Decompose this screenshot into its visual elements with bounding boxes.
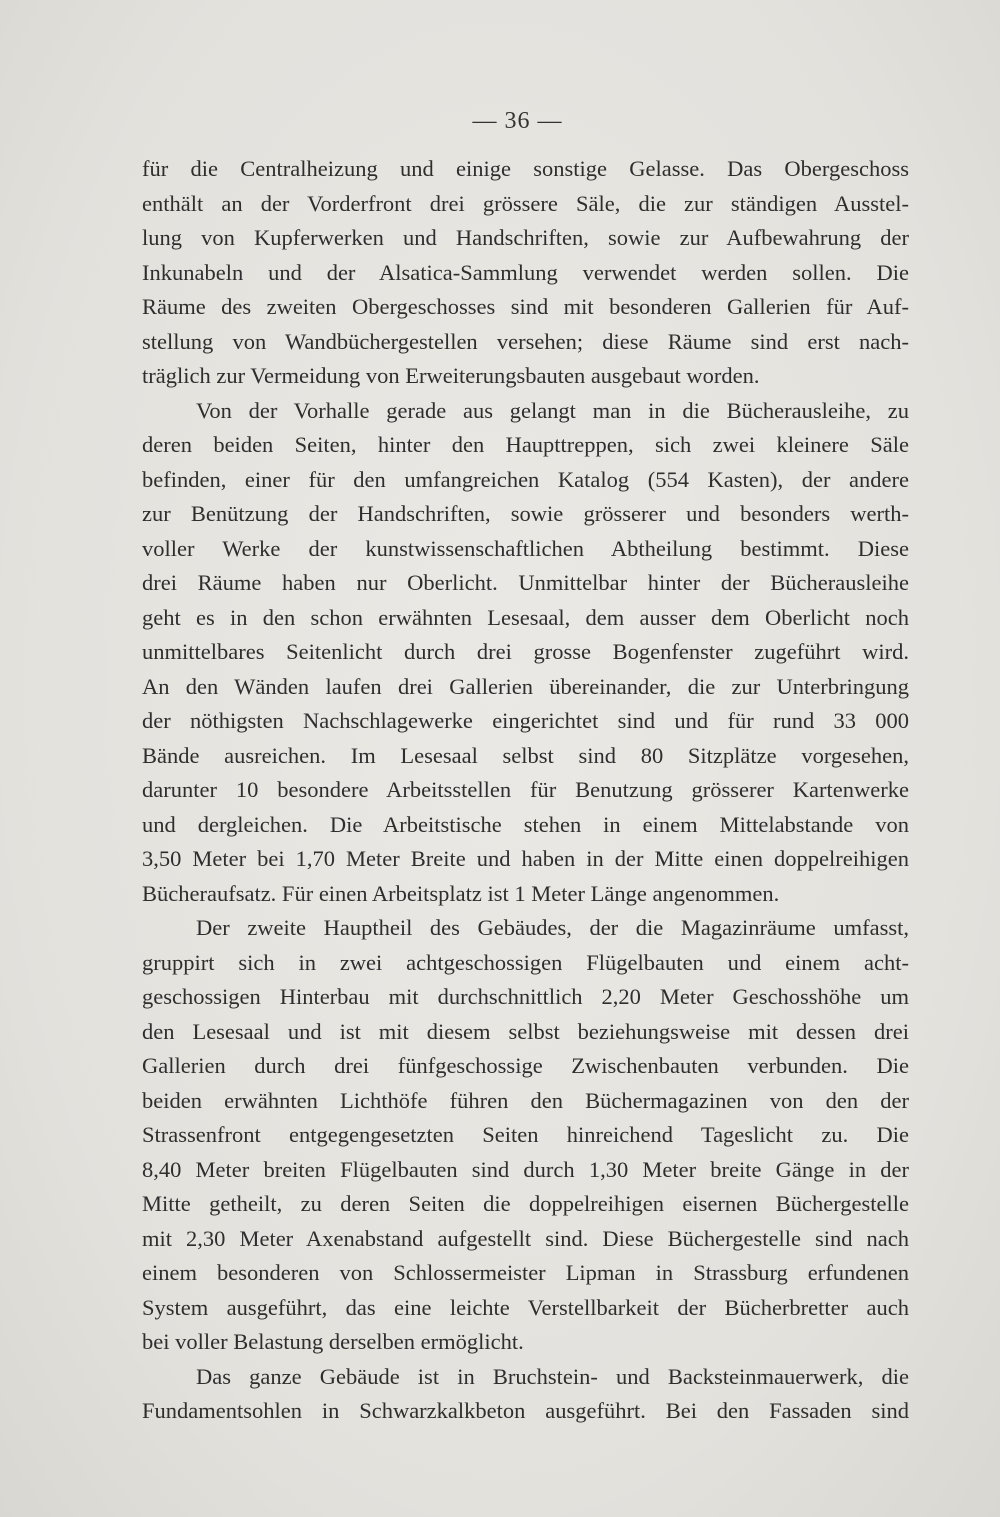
paragraph xyxy=(142,911,909,1360)
text-line: mit 2,30 Meter Axenabstand aufgestellt sind. Diese Büchergestelle sind nach xyxy=(142,1225,909,1251)
text-line: Fundamentsohlen in Schwarzkalkbeton ausgeführt. Bei den Fassaden sind xyxy=(142,1398,909,1423)
text-line: voller Werke der kunstwissenschaftlichen Abtheilung bestimmt. Diese xyxy=(142,535,909,561)
text-line: Räume des zweiten Obergeschosses sind mit besonderen Gallerien für Auf- xyxy=(142,294,909,319)
paragraph xyxy=(142,152,909,394)
text-line: geht es in den schon erwähnten Lesesaal, dem ausser dem Oberlicht noch xyxy=(142,604,909,630)
text-line: 8,40 Meter breiten Flügelbauten sind durch 1,30 Meter breite Gänge in der xyxy=(142,1156,909,1182)
text-line: für die Centralheizung und einige sonstige Gelasse. Das Obergeschoss xyxy=(142,156,909,181)
text-line: einem besonderen von Schlossermeister Lipman in Strassburg erfundenen xyxy=(142,1260,909,1285)
page-number: — 36 — xyxy=(472,108,563,134)
text-line: lung von Kupferwerken und Handschriften, sowie zur Aufbewahrung der xyxy=(142,225,909,250)
text-line: träglich zur Vermeidung von Erweiterungsbauten ausgebaut worden. xyxy=(142,363,760,388)
text-line: Gallerien durch drei fünfgeschossige Zwischenbauten verbunden. Die xyxy=(142,1053,909,1078)
text-line: enthält an der Vorderfront drei grössere Säle, die zur ständigen Ausstel- xyxy=(142,190,909,216)
text-line: zur Benützung der Handschriften, sowie grösserer und besonders werth- xyxy=(142,501,909,526)
text-line: Der zweite Hauptheil des Gebäudes, der die Magazinräume umfasst, xyxy=(196,915,909,940)
text-line: An den Wänden laufen drei Gallerien übereinander, die zur Unterbringung xyxy=(142,673,909,699)
text-line: Von der Vorhalle gerade aus gelangt man in die Bücherausleihe, zu xyxy=(196,397,909,423)
text-line: Strassenfront entgegengesetzten Seiten hinreichend Tageslicht zu. Die xyxy=(142,1122,909,1147)
text-line: 3,50 Meter bei 1,70 Meter Breite und haben in der Mitte einen doppelreihigen xyxy=(142,846,909,871)
text-line: darunter 10 besondere Arbeitsstellen für Benutzung grösserer Kartenwerke xyxy=(142,777,909,802)
text-line: geschossigen Hinterbau mit durchschnittlich 2,20 Meter Geschosshöhe um xyxy=(142,984,909,1009)
text-line: Bücheraufsatz. Für einen Arbeitsplatz ist 1 Meter Länge angenommen. xyxy=(142,880,780,906)
body-text xyxy=(142,152,909,1429)
text-line: stellung von Wandbüchergestellen versehen; diese Räume sind erst nach- xyxy=(142,328,909,354)
paragraph xyxy=(142,394,909,912)
text-line: Inkunabeln und der Alsatica-Sammlung verwendet werden sollen. Die xyxy=(142,259,909,285)
text-line: Mitte getheilt, zu deren Seiten die doppelreihigen eisernen Büchergestelle xyxy=(142,1191,909,1216)
text-line: der nöthigsten Nachschlagewerke eingerichtet sind und für rund 33 000 xyxy=(142,708,909,733)
text-line: System ausgeführt, das eine leichte Verstellbarkeit der Bücherbretter auch xyxy=(142,1294,909,1320)
text-line: Bände ausreichen. Im Lesesaal selbst sind 80 Sitzplätze vorgesehen, xyxy=(142,742,909,768)
text-line: unmittelbares Seitenlicht durch drei grosse Bogenfenster zugeführt wird. xyxy=(142,639,909,664)
text-line: und dergleichen. Die Arbeitstische stehen in einem Mittelabstande von xyxy=(142,811,909,837)
text-line: deren beiden Seiten, hinter den Haupttreppen, sich zwei kleinere Säle xyxy=(142,432,909,457)
text-line: beiden erwähnten Lichthöfe führen den Büchermagazinen von den der xyxy=(142,1087,909,1113)
text-line: bei voller Belastung derselben ermöglicht. xyxy=(142,1329,524,1354)
text-line: Das ganze Gebäude ist in Bruchstein- und Backsteinmauerwerk, die xyxy=(196,1363,909,1389)
text-line: drei Räume haben nur Oberlicht. Unmittelbar hinter der Bücherausleihe xyxy=(142,570,909,595)
text-line: gruppirt sich in zwei achtgeschossigen Flügelbauten und einem acht- xyxy=(142,949,909,975)
text-line: befinden, einer für den umfangreichen Katalog (554 Kasten), der andere xyxy=(142,466,909,492)
paragraph xyxy=(142,1360,909,1429)
text-line: den Lesesaal und ist mit diesem selbst beziehungsweise mit dessen drei xyxy=(142,1018,909,1044)
